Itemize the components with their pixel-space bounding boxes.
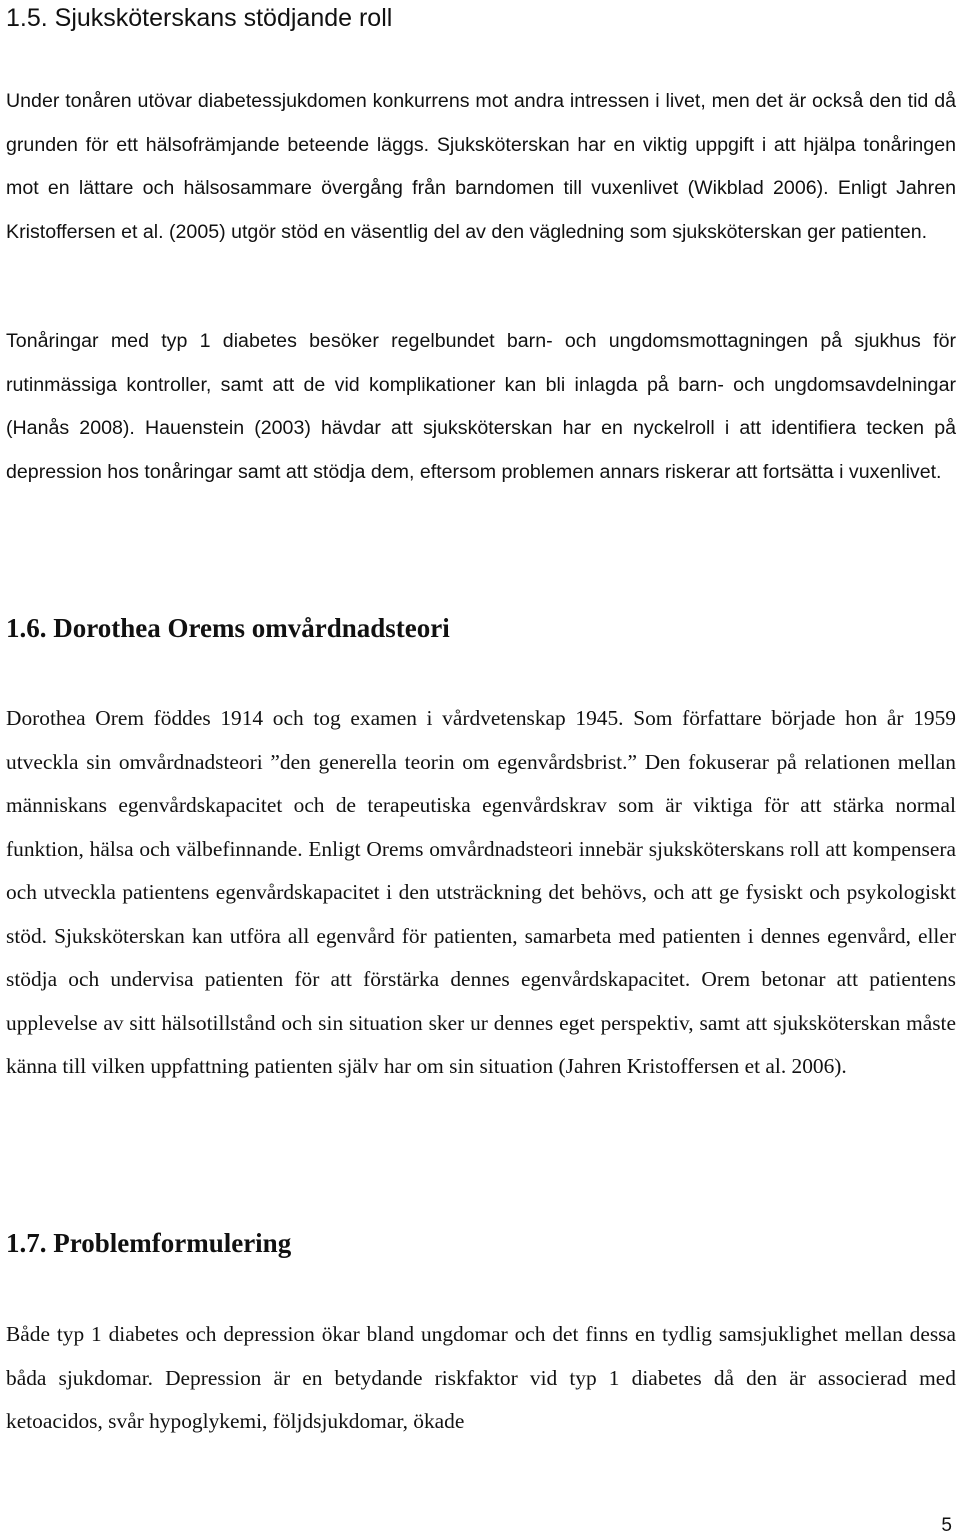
section-heading-1-6: 1.6. Dorothea Orems omvårdnadsteori xyxy=(6,613,450,643)
section-heading-1-5: 1.5. Sjuksköterskans stödjande roll xyxy=(6,4,393,32)
section-1-5-paragraph-2: Tonåringar med typ 1 diabetes besöker regelbundet barn- och ungdomsmottagningen på sjukhus för rutinmässiga kontroller, samt att de vid komplikationer kan bli inlagda på barn- och ungdomsavdelningar (Hanås 2008). Hauenstein (2003) hävdar att sjuksköterskan har en nyckelroll i att identifiera tecken på depression hos tonåringar samt att stödja dem, eftersom problemen annars riskerar att fortsätta i vuxenlivet. xyxy=(6,330,956,483)
section-heading-1-7: 1.7. Problemformulering xyxy=(6,1228,292,1258)
section-1-7-paragraph-1: Både typ 1 diabetes och depression ökar bland ungdomar och det finns en tydlig samsjuklighet mellan dessa båda sjukdomar. Depression är en betydande riskfaktor vid typ 1 diabetes då den är associerad med ketoacidos, svår hypoglykemi, följdsjukdomar, ökade xyxy=(6,1322,956,1433)
section-1-6-paragraph-1: Dorothea Orem föddes 1914 och tog examen i vårdvetenskap 1945. Som författare började hon år 1959 utveckla sin omvårdnadsteori ”den generella teorin om egenvårdsbrist.” Den fokuserar på relationen mellan människans egenvårdskapacitet och de terapeutiska egenvårdskrav som är viktiga för att stärka normal funktion, hälsa och välbefinnande. Enligt Orems omvårdnadsteori innebär sjuksköterskans roll att kompensera och utveckla patientens egenvårdskapacitet i den utsträckning det behövs, och att ge fysiskt och psykologiskt stöd. Sjuksköterskan kan utföra all egenvård för patienten, samarbeta med patienten i dennes egenvård, eller stödja och undervisa patienten för att förstärka dennes egenvårdskapacitet. Orem betonar att patientens upplevelse av sitt hälsotillstånd och sin situation sker ur dennes eget perspektiv, samt att sjuksköterskan måste känna till vilken uppfattning patienten själv har om sin situation (Jahren Kristoffersen et al. 2006). xyxy=(6,706,956,1078)
page-number: 5 xyxy=(941,1515,952,1536)
section-1-5-paragraph-1: Under tonåren utövar diabetessjukdomen konkurrens mot andra intressen i livet, men det är också den tid då grunden för ett hälsofrämjande beteende läggs. Sjuksköterskan har en viktig uppgift i att hjälpa tonåringen mot en lättare och hälsosammare övergång från barndomen till vuxenlivet (Wikblad 2006). Enligt Jahren Kristoffersen et al. (2005) utgör stöd en väsentlig del av den vägledning som sjuksköterskan ger patienten. xyxy=(6,90,956,243)
